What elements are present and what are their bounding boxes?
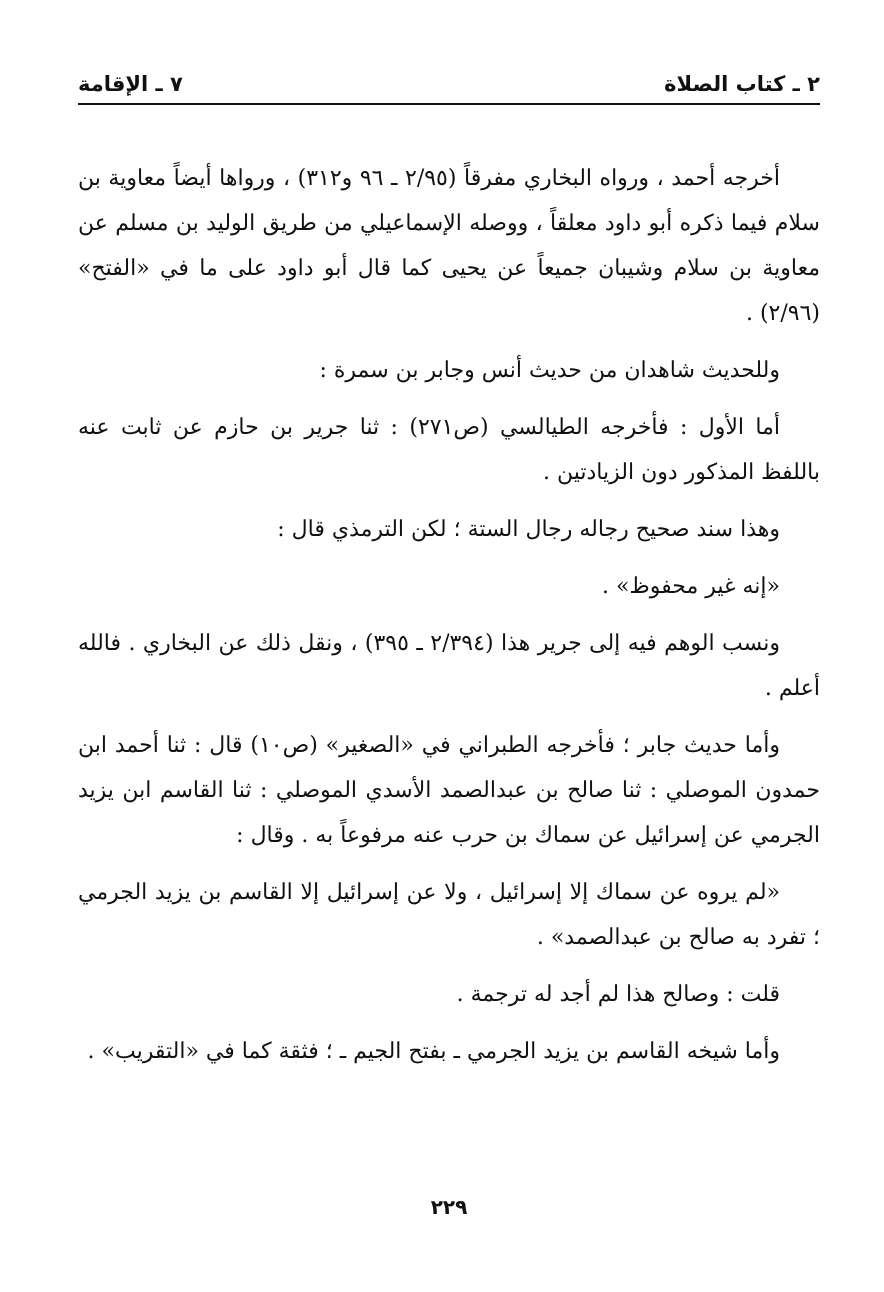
header-rule [78, 103, 820, 105]
paragraph-8: «لم يروه عن سماك إلا إسرائيل ، ولا عن إسرائيل إلا القاسم بن يزيد الجرمي ؛ تفرد به صالح بن عبدالصمد» . [78, 880, 820, 950]
paragraph-3: أما الأول : فأخرجه الطيالسي (ص٢٧١) : ثنا جرير بن حازم عن ثابت عنه باللفظ المذكور دون الزيادتين . [78, 415, 820, 485]
body-text [78, 156, 820, 1086]
paragraph-4: وهذا سند صحيح رجاله رجال الستة ؛ لكن الترمذي قال : [277, 517, 780, 542]
paragraph-9: قلت : وصالح هذا لم أجد له ترجمة . [456, 982, 780, 1007]
section-title: ٧ ـ الإقامة [78, 72, 183, 96]
paragraph-6: ونسب الوهم فيه إلى جرير هذا (٢/٣٩٤ ـ ٣٩٥) ، ونقل ذلك عن البخاري . فالله أعلم . [78, 631, 820, 701]
paragraph-5: «إنه غير محفوظ» . [601, 574, 780, 599]
paragraph-10: وأما شيخه القاسم بن يزيد الجرمي ـ بفتح الجيم ـ ؛ فثقة كما في «التقريب» . [87, 1039, 780, 1064]
paragraph-1: أخرجه أحمد ، ورواه البخاري مفرقاً (٢/٩٥ ـ ٩٦ و٣١٢) ، ورواها أيضاً معاوية بن سلام فيما ذكره أبو داود معلقاً ، ووصله الإسماعيلي من طريق الوليد بن مسلم عن معاوية بن سلام وشيبان جميعاً عن يحيى كما قال أبو داود على ما في «الفتح» (٢/٩٦) . [78, 166, 820, 326]
page-number: ٢٢٩ [430, 1195, 468, 1219]
book-page [78, 60, 820, 1240]
paragraph-2: وللحديث شاهدان من حديث أنس وجابر بن سمرة : [319, 358, 780, 383]
running-header [78, 68, 820, 108]
chapter-title: ٢ ـ كتاب الصلاة [664, 72, 820, 96]
paragraph-7: وأما حديث جابر ؛ فأخرجه الطبراني في «الصغير» (ص١٠) قال : ثنا أحمد ابن حمدون الموصلي : ثنا صالح بن عبدالصمد الأسدي الموصلي : ثنا القاسم ابن يزيد الجرمي عن إسرائيل عن سماك بن حرب عنه مرفوعاً به . وقال : [78, 733, 820, 848]
